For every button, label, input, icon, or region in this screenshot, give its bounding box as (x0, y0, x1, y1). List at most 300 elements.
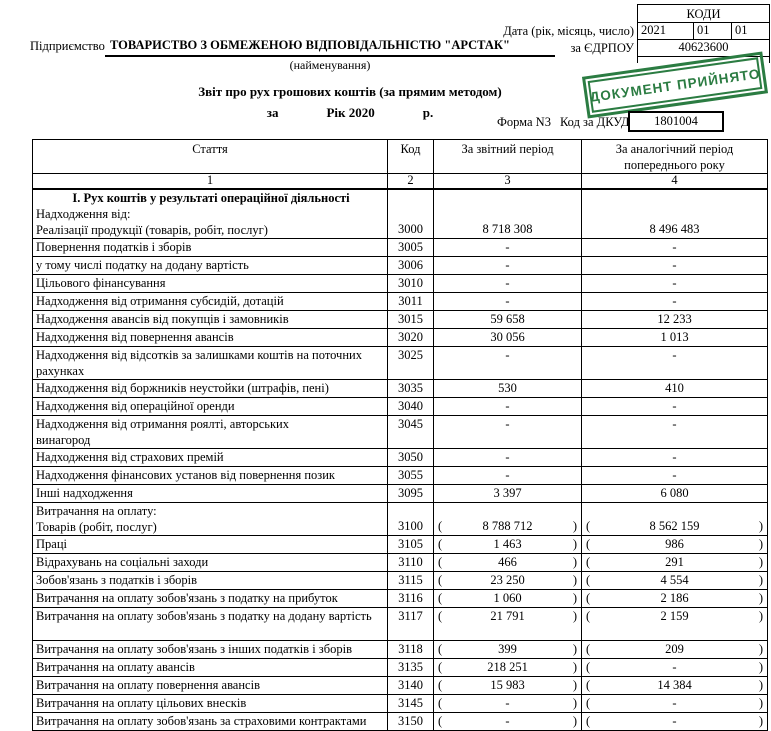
codes-date-row (637, 23, 770, 40)
code-value: 3020 (398, 329, 423, 344)
value-text (434, 677, 581, 693)
value-previous-cell (582, 189, 768, 239)
value-previous-cell (582, 397, 768, 415)
code-cell (388, 256, 434, 274)
code-cell (388, 589, 434, 607)
value-text: - (505, 347, 510, 362)
value-part: ) (758, 659, 763, 674)
article-line: Витрачання на оплату авансів (36, 659, 195, 674)
value-text (434, 641, 581, 657)
value-part: ) (572, 536, 577, 551)
code-cell (388, 571, 434, 589)
value-part: 15 983 (490, 677, 525, 692)
value-part: ( (586, 641, 591, 656)
code-value: 3145 (398, 695, 423, 710)
value-current-cell (434, 676, 582, 694)
value-text: - (672, 467, 677, 482)
value-part: ( (438, 659, 443, 674)
code-value: 3115 (398, 572, 423, 587)
value-previous-cell (582, 535, 768, 553)
value-previous-cell (582, 379, 768, 397)
period-prefix: за (266, 105, 279, 120)
period-suffix: р. (422, 105, 434, 120)
col-number-4: 4 (582, 174, 768, 189)
value-text (434, 608, 581, 624)
table-row (33, 379, 768, 397)
article-line: Надходження від отримання роялті, авторських (36, 416, 289, 431)
value-text (582, 536, 767, 552)
article-line: Надходження від відсотків за залишками коштів на поточних (36, 347, 362, 362)
table-row (33, 346, 768, 379)
value-part: - (505, 695, 510, 710)
value-text: - (672, 398, 677, 413)
value-part: ) (758, 572, 763, 587)
form-number-label: Форма N3 (497, 115, 551, 129)
code-value: 3050 (398, 449, 423, 464)
article-line: Витрачання на оплату зобов'язань з податку на прибуток (36, 590, 338, 605)
article-cell (33, 328, 388, 346)
article-cell (33, 448, 388, 466)
article-cell (33, 694, 388, 712)
article-line: Надходження від отримання субсидій, дотацій (36, 293, 284, 308)
code-cell (388, 640, 434, 658)
article-line: Надходження від операційної оренди (36, 398, 235, 413)
value-text (582, 659, 767, 675)
table-row (33, 694, 768, 712)
article-line: Зобов'язань з податків і зборів (36, 572, 198, 587)
code-value: 3035 (398, 380, 423, 395)
table-row (33, 589, 768, 607)
value-previous-cell (582, 292, 768, 310)
table-row (33, 256, 768, 274)
value-part: ( (586, 554, 591, 569)
value-part: ) (572, 677, 577, 692)
value-current-cell (434, 328, 582, 346)
value-previous-cell (582, 328, 768, 346)
value-previous-cell (582, 484, 768, 502)
table-row (33, 397, 768, 415)
article-line: Витрачання на оплату зобов'язань з податку на додану вартість (36, 608, 372, 623)
stamp-text: ДОКУМЕНТ ПРИЙНЯТО (588, 57, 763, 113)
code-cell (388, 694, 434, 712)
value-previous-cell (582, 502, 768, 535)
value-previous-cell (582, 274, 768, 292)
table-row (33, 502, 768, 535)
code-value: 3015 (398, 311, 423, 326)
value-part: ( (438, 641, 443, 656)
value-part: 218 251 (487, 659, 528, 674)
value-current-cell (434, 712, 582, 730)
value-text (582, 713, 767, 729)
code-value: 3000 (398, 221, 423, 236)
article-cell (33, 535, 388, 553)
table-row (33, 310, 768, 328)
value-previous-cell (582, 607, 768, 640)
value-part: ( (586, 536, 591, 551)
table-row (33, 415, 768, 448)
table-row (33, 571, 768, 589)
value-previous-cell (582, 448, 768, 466)
value-current-cell (434, 658, 582, 676)
table-row (33, 292, 768, 310)
code-cell (388, 658, 434, 676)
value-current-cell (434, 589, 582, 607)
value-text: - (672, 257, 677, 272)
value-part: ( (586, 659, 591, 674)
table-row (33, 328, 768, 346)
value-text: - (505, 293, 510, 308)
value-part: ( (586, 608, 591, 623)
code-value: 3095 (398, 485, 423, 500)
value-text (434, 590, 581, 606)
code-cell (388, 553, 434, 571)
value-part: ) (572, 572, 577, 587)
article-line: Витрачання на оплату зобов'язань за страховими контрактами (36, 713, 367, 728)
article-line: Цільового фінансування (36, 275, 166, 290)
enterprise-name: ТОВАРИСТВО З ОБМЕЖЕНОЮ ВІДПОВІДАЛЬНІСТЮ "АРСТАК" (110, 38, 510, 52)
code-value: 3006 (398, 257, 423, 272)
value-text: - (505, 239, 510, 254)
col-number-3: 3 (434, 174, 582, 189)
article-cell (33, 553, 388, 571)
value-current-cell (434, 535, 582, 553)
value-previous-cell (582, 415, 768, 448)
value-current-cell (434, 640, 582, 658)
value-part: ) (758, 590, 763, 605)
value-part: ) (758, 608, 763, 623)
col-header-code: Код (388, 140, 434, 174)
article-cell (33, 397, 388, 415)
value-current-cell (434, 553, 582, 571)
value-part: ( (438, 518, 443, 533)
value-previous-cell (582, 238, 768, 256)
value-part: 209 (665, 641, 684, 656)
table-row (33, 484, 768, 502)
value-current-cell (434, 238, 582, 256)
table-row (33, 535, 768, 553)
value-text: 12 233 (657, 311, 692, 326)
value-part: - (672, 659, 677, 674)
code-cell (388, 238, 434, 256)
value-text: 30 056 (490, 329, 525, 344)
table-row (33, 448, 768, 466)
article-line: Надходження від: (36, 206, 131, 221)
value-part: ) (572, 713, 577, 728)
edrpou-value: 40623600 (637, 40, 770, 57)
code-value: 3116 (398, 590, 423, 605)
code-value: 3150 (398, 713, 423, 728)
code-cell (388, 397, 434, 415)
article-cell (33, 256, 388, 274)
codes-box-title: КОДИ (637, 4, 770, 23)
value-text: - (672, 416, 677, 431)
article-cell (33, 607, 388, 640)
value-part: 8 788 712 (482, 518, 533, 533)
value-part: ( (438, 572, 443, 587)
value-current-cell (434, 448, 582, 466)
value-text (582, 518, 767, 535)
code-value: 3118 (398, 641, 423, 656)
enterprise-label: Підприємство (30, 39, 105, 53)
edrpou-label: за ЄДРПОУ (570, 41, 634, 55)
article-line: Повернення податків і зборів (36, 239, 192, 254)
value-text: - (672, 449, 677, 464)
code-value: 3045 (398, 416, 423, 431)
value-text (582, 572, 767, 588)
value-part: ) (572, 608, 577, 623)
code-cell (388, 379, 434, 397)
form-label (497, 115, 629, 130)
article-line: Надходження авансів від покупців і замовників (36, 311, 289, 326)
column-numbers-row (33, 174, 768, 189)
article-cell (33, 712, 388, 730)
table-row (33, 274, 768, 292)
value-part: ( (586, 590, 591, 605)
code-cell (388, 676, 434, 694)
enterprise-name-hint: (найменування) (289, 58, 371, 72)
code-value: 3110 (398, 554, 423, 569)
article-cell (33, 189, 388, 239)
article-cell (33, 379, 388, 397)
value-part: ) (758, 641, 763, 656)
value-part: ) (572, 590, 577, 605)
value-text: 8 496 483 (649, 221, 700, 236)
value-part: ) (758, 554, 763, 569)
value-text (582, 695, 767, 711)
value-part: ) (758, 518, 763, 533)
value-text (434, 536, 581, 552)
value-previous-cell (582, 346, 768, 379)
section-heading: I. Рух коштів у результаті операційної діяльності (72, 190, 350, 205)
article-line: Праці (36, 536, 67, 551)
value-previous-cell (582, 466, 768, 484)
value-part: ( (438, 677, 443, 692)
code-value: 3135 (398, 659, 423, 674)
value-part: 23 250 (490, 572, 525, 587)
code-value: 3100 (398, 518, 423, 533)
value-current-cell (434, 502, 582, 535)
value-part: 14 384 (657, 677, 692, 692)
value-part: ( (586, 572, 591, 587)
value-previous-cell (582, 256, 768, 274)
value-text (434, 659, 581, 675)
value-part: ( (438, 590, 443, 605)
dkud-code-label: Код за ДКУД (559, 115, 630, 129)
value-text: - (672, 275, 677, 290)
col-number-2: 2 (388, 174, 434, 189)
period-value: Рік 2020 (326, 105, 375, 120)
value-text: 530 (498, 380, 517, 395)
value-text: - (505, 416, 510, 431)
code-value: 3005 (398, 239, 423, 254)
table-body (33, 189, 768, 731)
value-current-cell (434, 484, 582, 502)
code-value: 3040 (398, 398, 423, 413)
code-cell (388, 502, 434, 535)
article-line: Реалізації продукції (товарів, робіт, послуг) (36, 222, 268, 237)
value-previous-cell (582, 553, 768, 571)
value-text (582, 677, 767, 693)
cashflow-table (32, 139, 768, 731)
value-text: - (505, 467, 510, 482)
table-row (33, 189, 768, 239)
value-part: - (505, 713, 510, 728)
article-cell (33, 658, 388, 676)
value-part: ( (586, 695, 591, 710)
value-text: 3 397 (493, 485, 522, 500)
table-row (33, 640, 768, 658)
article-line: Товарів (робіт, послуг) (36, 519, 157, 534)
value-part: 1 463 (493, 536, 522, 551)
value-text (582, 608, 767, 624)
code-cell (388, 415, 434, 448)
value-current-cell (434, 415, 582, 448)
value-part: 8 562 159 (649, 518, 700, 533)
code-cell (388, 310, 434, 328)
col-header-previous-period: За аналогічний період попереднього року (582, 140, 768, 174)
value-text (434, 695, 581, 711)
value-previous-cell (582, 571, 768, 589)
date-day-value: 01 (735, 23, 748, 37)
value-part: ( (586, 713, 591, 728)
value-previous-cell (582, 310, 768, 328)
value-part: ( (586, 677, 591, 692)
value-text: - (672, 293, 677, 308)
value-part: ) (572, 518, 577, 533)
article-line: рахунках (36, 363, 85, 378)
code-value: 3117 (398, 608, 423, 623)
col-number-1: 1 (33, 174, 388, 189)
value-previous-cell (582, 694, 768, 712)
value-current-cell (434, 607, 582, 640)
value-part: 466 (498, 554, 517, 569)
article-line: Надходження фінансових установ від повернення позик (36, 467, 335, 482)
code-value: 3025 (398, 347, 423, 362)
enterprise-underline (105, 55, 555, 57)
code-value: 3011 (398, 293, 423, 308)
value-current-cell (434, 256, 582, 274)
value-part: 2 186 (660, 590, 689, 605)
article-cell (33, 274, 388, 292)
code-cell (388, 535, 434, 553)
article-line: Витрачання на оплату цільових внесків (36, 695, 247, 710)
value-current-cell (434, 466, 582, 484)
code-cell (388, 346, 434, 379)
value-part: ( (438, 608, 443, 623)
code-cell (388, 712, 434, 730)
table-row (33, 553, 768, 571)
value-previous-cell (582, 676, 768, 694)
code-cell (388, 274, 434, 292)
code-value: 3140 (398, 677, 423, 692)
code-value: 3055 (398, 467, 423, 482)
value-part: ) (572, 554, 577, 569)
value-previous-cell (582, 658, 768, 676)
value-text (434, 554, 581, 570)
value-text: - (672, 347, 677, 362)
article-cell (33, 571, 388, 589)
value-previous-cell (582, 640, 768, 658)
value-text (582, 590, 767, 606)
value-part: 1 060 (493, 590, 522, 605)
value-current-cell (434, 379, 582, 397)
article-line: у тому числі податку на додану вартість (36, 257, 249, 272)
value-part: ) (758, 536, 763, 551)
value-text: - (505, 275, 510, 290)
value-part: ( (438, 554, 443, 569)
date-label: Дата (рік, місяць, число) (503, 24, 634, 38)
table-row (33, 712, 768, 730)
article-cell (33, 238, 388, 256)
article-cell (33, 589, 388, 607)
code-cell (388, 484, 434, 502)
value-part: ( (438, 695, 443, 710)
value-text: 1 013 (660, 329, 689, 344)
code-cell (388, 466, 434, 484)
value-current-cell (434, 292, 582, 310)
article-cell (33, 415, 388, 448)
value-text: - (672, 239, 677, 254)
date-month-value: 01 (694, 23, 732, 39)
article-cell (33, 310, 388, 328)
article-line: винагород (36, 432, 91, 447)
value-text: 6 080 (660, 485, 689, 500)
value-current-cell (434, 694, 582, 712)
article-cell (33, 346, 388, 379)
article-cell (33, 484, 388, 502)
value-part: 986 (665, 536, 684, 551)
article-cell (33, 640, 388, 658)
value-part: ) (572, 641, 577, 656)
value-previous-cell (582, 589, 768, 607)
value-part: ) (758, 677, 763, 692)
value-text (434, 713, 581, 729)
article-line: Надходження від боржників неустойки (штрафів, пені) (36, 380, 329, 395)
code-cell (388, 292, 434, 310)
report-title: Звіт про рух грошових коштів (за прямим методом) (198, 84, 502, 99)
article-line: Відрахувань на соціальні заходи (36, 554, 209, 569)
article-line: Надходження від повернення авансів (36, 329, 234, 344)
value-text: - (505, 449, 510, 464)
value-text: 8 718 308 (482, 221, 533, 236)
value-part: ( (586, 518, 591, 533)
article-line: Надходження від страхових премій (36, 449, 224, 464)
code-cell (388, 189, 434, 239)
value-part: ) (758, 695, 763, 710)
table-row (33, 466, 768, 484)
col-header-article: Стаття (33, 140, 388, 174)
value-current-cell (434, 571, 582, 589)
value-part: 21 791 (490, 608, 525, 623)
value-text: 410 (665, 380, 684, 395)
value-current-cell (434, 397, 582, 415)
article-cell (33, 292, 388, 310)
value-text (582, 554, 767, 570)
value-previous-cell (582, 712, 768, 730)
value-current-cell (434, 310, 582, 328)
value-part: - (672, 713, 677, 728)
col-header-current-period: За звітний період (434, 140, 582, 174)
value-text: 59 658 (490, 311, 525, 326)
table-row (33, 607, 768, 640)
value-part: 399 (498, 641, 517, 656)
article-line: Інші надходження (36, 485, 133, 500)
value-text: - (505, 257, 510, 272)
article-line: Витрачання на оплату повернення авансів (36, 677, 260, 692)
date-year-value: 2021 (638, 23, 694, 39)
value-text: - (505, 398, 510, 413)
value-current-cell (434, 274, 582, 292)
